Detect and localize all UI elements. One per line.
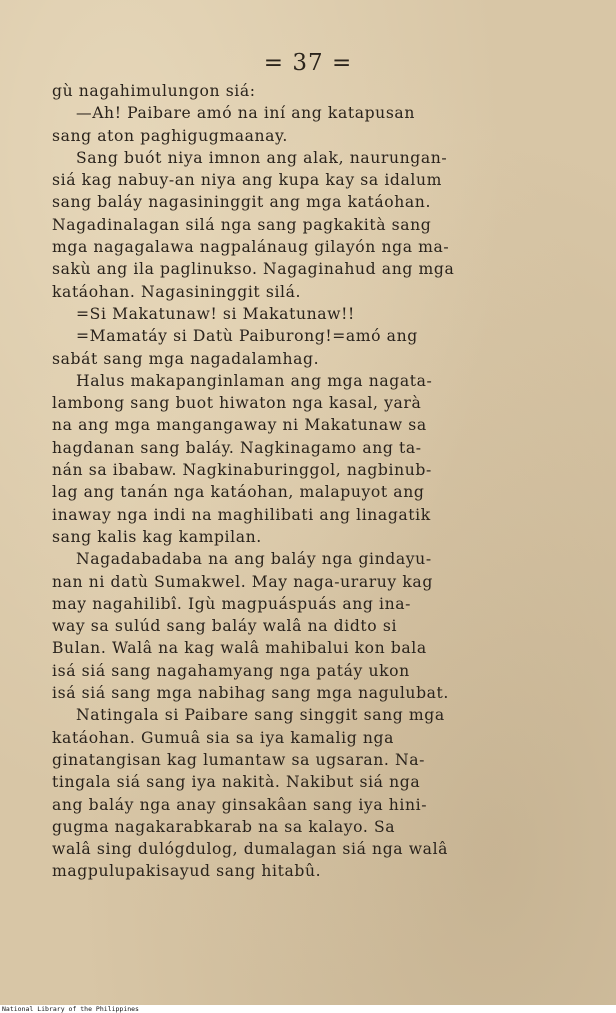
text-line: gù nagahimulungon siá: xyxy=(52,82,256,100)
text-line: sang kalis kag kampilan. xyxy=(52,527,262,546)
page-number: = 37 = xyxy=(263,50,353,76)
text-line: ang baláy nga anay ginsakâan sang iya hini- xyxy=(52,795,428,814)
text-line: siá kag nabuy-an niya ang kupa kay sa idalum xyxy=(52,171,443,190)
text-line: hagdanan sang baláy. Nagkinagamo ang ta- xyxy=(52,438,422,457)
text-line: nán sa ibabaw. Nagkinaburinggol, nagbinub- xyxy=(52,461,432,480)
text-line: isá siá sang nagahamyang nga patáy ukon xyxy=(52,661,410,680)
text-line: magpulupakisayud sang hitabû. xyxy=(52,862,322,881)
page-body-text xyxy=(52,80,536,883)
text-line: Halus makapanginlaman ang mga nagata- xyxy=(76,371,433,390)
text-line: gugma nagakarabkarab na sa kalayo. Sa xyxy=(52,817,396,836)
text-line: inaway nga indi na maghilibati ang linagatik xyxy=(52,505,431,524)
text-line: isá siá sang mga nabihag sang mga nagulubat. xyxy=(52,684,449,703)
text-line: sabát sang mga nagadalamhag. xyxy=(52,349,320,368)
text-line: mga nagagalawa nagpalánaug gilayón nga ma- xyxy=(52,238,450,257)
text-line: na ang mga mangangaway ni Makatunaw sa xyxy=(52,416,427,435)
text-line: Sang buót niya imnon ang alak, naurungan- xyxy=(76,148,448,167)
text-line: —Ah! Paibare amó na iní ang katapusan xyxy=(76,104,415,123)
text-line: katáohan. Nagasininggit silá. xyxy=(52,282,302,301)
text-line: =Mamatáy si Datù Paiburong!=amó ang xyxy=(76,327,418,346)
footer-credit: National Library of the Philippines xyxy=(2,1005,616,1013)
text-line: katáohan. Gumuâ sia sa iya kamalig nga xyxy=(52,728,394,747)
text-line: tingala siá sang iya nakità. Nakibut siá nga xyxy=(52,773,421,792)
text-line: lambong sang buot hiwaton nga kasal, yarà xyxy=(52,394,422,413)
text-line: Natingala si Paibare sang singgit sang mga xyxy=(76,706,445,725)
text-line: Nagadabadaba na ang baláy nga gindayu- xyxy=(76,550,432,569)
text-line: may nagahilibî. Igù magpuáspuás ang ina- xyxy=(52,594,412,613)
text-line: walâ sing dulógdulog, dumalagan siá nga walâ xyxy=(52,840,449,859)
text-line: sang aton paghigugmaanay. xyxy=(52,126,288,145)
text-line: Bulan. Walâ na kag walâ mahibalui kon bala xyxy=(52,639,427,658)
text-line: sang baláy nagasininggit ang mga katáohan. xyxy=(52,193,432,212)
text-line: nan ni datù Sumakwel. May naga-uraruy kag xyxy=(52,572,433,591)
text-line: way sa sulúd sang baláy walâ na didto si xyxy=(52,617,398,636)
text-line: lag ang tanán nga katáohan, malapuyot ang xyxy=(52,483,425,502)
text-line: =Si Makatunaw! si Makatunaw!! xyxy=(76,304,355,323)
text-line: sakù ang ila paglinukso. Nagaginahud ang mga xyxy=(52,260,455,279)
text-line: ginatangisan kag lumantaw sa ugsaran. Na- xyxy=(52,750,425,769)
text-line: Nagadinalagan silá nga sang pagkakità sang xyxy=(52,215,432,234)
